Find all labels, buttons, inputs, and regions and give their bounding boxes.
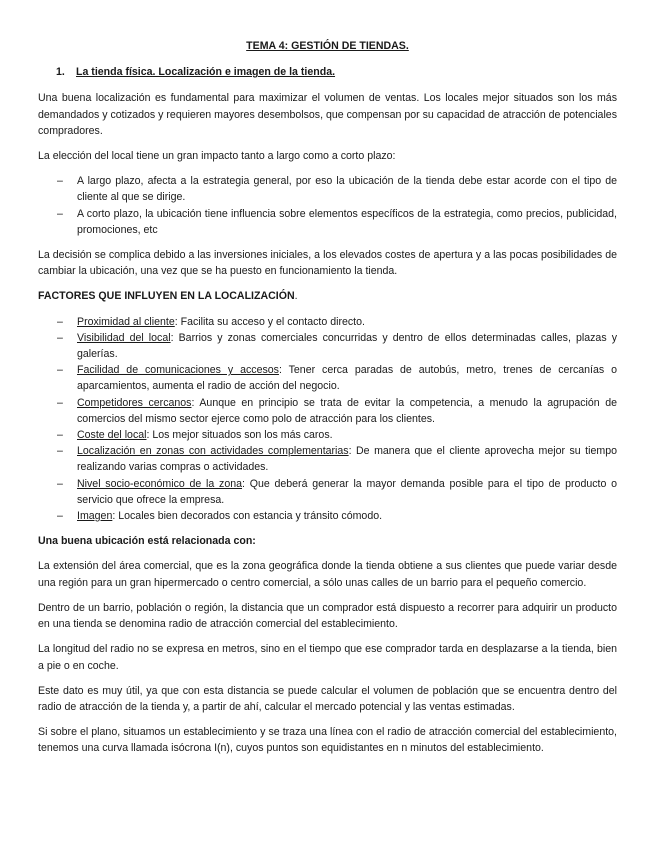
factor-text: : Facilita su acceso y el contacto directo. (174, 315, 365, 328)
list-item (38, 314, 617, 330)
list-item: – A largo plazo, afecta a la estrategia general, por eso la ubicación de la tienda debe estar acorde con el tipo de cliente al que se dirige. (38, 173, 617, 205)
factors-heading (38, 288, 617, 304)
factor-text: : Los mejor situados son los más caros. (146, 429, 333, 442)
factor-term: Facilidad de comunicaciones y accesos (77, 364, 279, 377)
impact-list (38, 173, 617, 238)
list-item (38, 330, 617, 362)
list-item (38, 443, 617, 475)
factor-text: : Barrios y zonas comerciales concurridas y dentro de ellos determinadas calles, plazas y galerías. (77, 331, 617, 361)
factors-list (38, 314, 617, 525)
factor-term: Competidores cercanos (77, 396, 192, 409)
factor-term: Localización en zonas con actividades complementarias (77, 445, 349, 458)
factor-term: Visibilidad del local (77, 331, 171, 344)
paragraph-impact-intro: La elección del local tiene un gran impacto tanto a largo como a corto plazo: (38, 150, 396, 163)
ubicacion-heading: Una buena ubicación está relacionada con: (38, 535, 256, 548)
factors-heading-period: . (294, 290, 298, 303)
factor-term: Proximidad al cliente (77, 315, 175, 328)
paragraph-intro: Una buena localización es fundamental para maximizar el volumen de ventas. Los locales mejor situados son los más demandados y cotizados y requieren mayores desembolsos, que compensan por su capacidad de atracción de potenciales compradores. (38, 92, 617, 137)
paragraph-isocrona: Si sobre el plano, situamos un establecimiento y se traza una línea con el radio de atracción comercial del establecimiento, tenemos una curva llamada isócrona I(n), cuyos puntos son equidistantes en n minutos del establecimiento. (38, 726, 617, 755)
paragraph-longitud: La longitud del radio no se expresa en metros, sino en el tiempo que ese comprador tarda en desplazarse a la tienda, bien a pie o en coche. (38, 643, 617, 672)
section-number: 1. (56, 66, 65, 79)
list-item (38, 395, 617, 427)
factor-term: Nivel socio-económico de la zona (77, 477, 243, 490)
document-title: TEMA 4: GESTIÓN DE TIENDAS. (246, 40, 409, 52)
paragraph-decision: La decisión se complica debido a las inversiones iniciales, a los elevados costes de apertura y a las pocas posibilidades de cambiar la ubicación, una vez que se ha puesto en funcionamiento la tienda. (38, 249, 617, 278)
factor-text: : Tener cerca paradas de autobús, metro, trenes de cercanías o aparcamientos, aumenta el radio de acción del negocio. (77, 364, 617, 393)
paragraph-dato: Este dato es muy útil, ya que con esta distancia se puede calcular el volumen de población que se encuentra dentro del radio de atracción de la tienda y, a partir de ahí, calcular el mercado potencial y las ventas estimadas. (38, 684, 617, 713)
section-heading (38, 64, 617, 80)
factors-heading-text: FACTORES QUE INFLUYEN EN LA LOCALIZACIÓN (38, 290, 295, 303)
list-item (38, 362, 617, 394)
list-item: – A corto plazo, la ubicación tiene influencia sobre elementos específicos de la estrategia, como precios, publicidad, promociones, etc (38, 206, 617, 238)
section-heading-text: La tienda física. Localización e imagen de la tienda. (76, 66, 336, 79)
factor-term: Imagen (77, 510, 113, 523)
paragraph-area: La extensión del área comercial, que es la zona geográfica donde la tienda obtiene a sus clientes que puede variar desde una región para un gran hipermercado o centro comercial, a sólo unas calles de un barrio para el pequeño comercio. (38, 560, 617, 589)
factor-term: Coste del local (77, 429, 147, 442)
factor-text: : Locales bien decorados con estancia y tránsito cómodo. (112, 510, 383, 523)
list-item (38, 427, 617, 443)
list-item (38, 508, 617, 524)
factor-text: : Aunque en principio se trata de evitar la competencia, a menudo la agrupación de comercios del mismo sector ejerce como polo de atracción para los clientes. (77, 396, 617, 425)
paragraph-radio: Dentro de un barrio, población o región, la distancia que un comprador está dispuesto a recorrer para adquirir un producto en una tienda se denomina radio de atracción comercial del establecimiento. (38, 601, 617, 631)
list-item (38, 476, 617, 508)
factor-text: : De manera que el cliente aprovecha mejor su tiempo realizando varias compras o actividades. (77, 445, 617, 474)
factor-text: : Que deberá generar la mayor demanda posible para el tipo de producto o servicio que ofrece la empresa. (77, 477, 617, 506)
